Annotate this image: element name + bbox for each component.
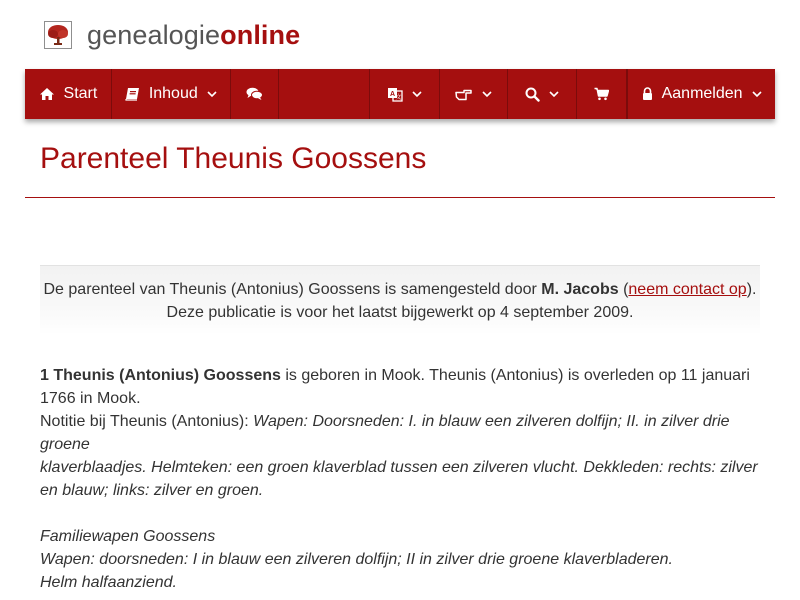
chevron-down-icon: [412, 91, 422, 98]
notice-text-1: De parenteel van Theunis (Antonius) Goossens is samengesteld door: [43, 281, 542, 298]
chevron-down-icon: [482, 91, 492, 98]
nav-login[interactable]: [627, 69, 775, 119]
person-birth-death: is geboren in Mook. Theunis (Antonius) is overleden op 11 januari 1766 in Mook.: [40, 367, 750, 407]
nav-inhoud[interactable]: [112, 69, 231, 119]
crest-line: Helm halfaanziend.: [40, 574, 177, 591]
note-line-2: klaverblaadjes. Helmteken: een groen klaverblad tussen een zilveren vlucht. Dekkleden: rechts: zilver en blauw; links: zilver en groen.: [40, 459, 758, 499]
brand-name-part2: online: [220, 20, 301, 50]
contact-link[interactable]: neem contact op: [628, 281, 747, 298]
nav-start-label: Start: [63, 85, 98, 102]
svg-text:A: A: [389, 90, 395, 98]
nav-inhoud-label: Inhoud: [148, 85, 198, 102]
nav-search[interactable]: [508, 69, 577, 119]
nav-forum[interactable]: [231, 69, 279, 119]
title-divider: [25, 197, 775, 198]
notice-text-2: ). Deze publicatie is voor het laatst bijgewerkt op 4 september 2009.: [166, 281, 757, 321]
svg-text:文: 文: [395, 94, 402, 101]
tree-logo-icon: [44, 21, 72, 49]
note-label: Notitie bij Theunis (Antonius):: [40, 413, 254, 430]
page-title: Parenteel Theunis Goossens: [40, 142, 427, 175]
lock-icon: [642, 87, 653, 101]
book-icon: [125, 87, 140, 101]
nav-cart[interactable]: [577, 69, 627, 119]
brand-name: [87, 18, 300, 52]
nav-language[interactable]: [370, 69, 440, 119]
comments-icon: [246, 87, 263, 101]
spacer: [40, 502, 762, 525]
publication-notice: [40, 265, 760, 335]
person-entry: [40, 364, 762, 410]
note-line-1: Wapen: Doorsneden: I. in blauw een zilveren dolfijn; II. in zilver drie groene: [40, 413, 730, 453]
main-navbar: [25, 69, 775, 119]
site-logo[interactable]: [44, 18, 300, 52]
notice-author: M. Jacobs: [541, 281, 619, 298]
nav-pointer[interactable]: [440, 69, 509, 119]
notice-paren: (: [618, 281, 629, 298]
person-name: 1 Theunis (Antonius) Goossens: [40, 367, 281, 384]
chevron-down-icon: [549, 91, 559, 98]
hand-point-icon: [455, 88, 473, 101]
crest-line: Wapen: doorsneden: I in blauw een zilveren dolfijn; II in zilver drie groene klaverbladeren.: [40, 551, 673, 568]
language-icon: [387, 87, 403, 102]
search-icon: [525, 87, 540, 102]
chevron-down-icon: [752, 91, 762, 98]
cart-icon: [594, 87, 609, 101]
nav-login-label: Aanmelden: [661, 85, 743, 102]
crest-line: Familiewapen Goossens: [40, 528, 216, 545]
genealogy-content: [40, 364, 762, 594]
brand-name-part1: genealogie: [87, 20, 221, 50]
crest-block: [40, 525, 762, 594]
person-note: [40, 410, 762, 502]
chevron-down-icon: [207, 91, 217, 98]
nav-spacer: [279, 69, 370, 119]
home-icon: [39, 87, 55, 101]
nav-start[interactable]: [25, 69, 112, 119]
